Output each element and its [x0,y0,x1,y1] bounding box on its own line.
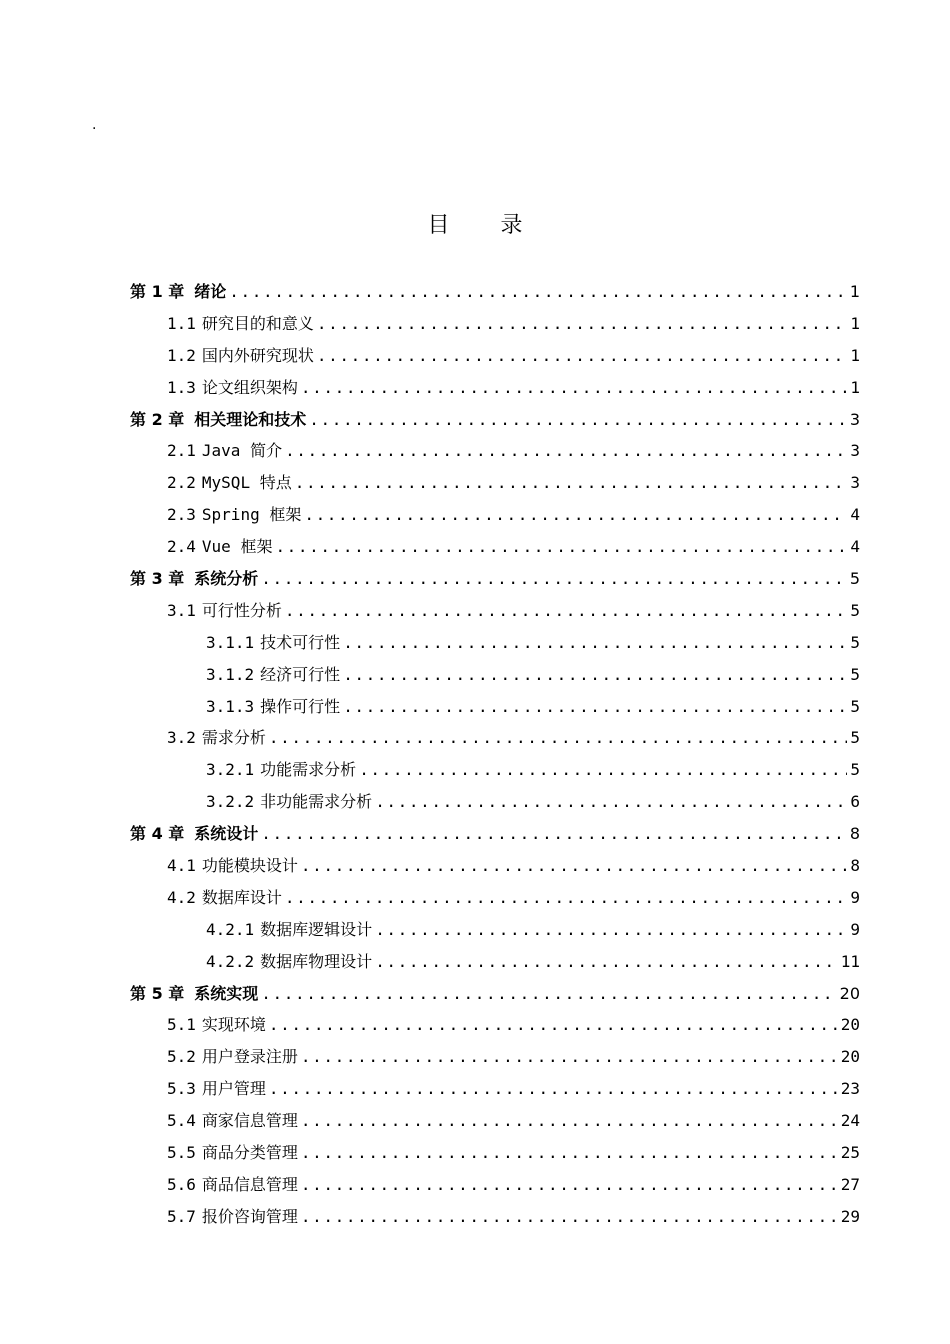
toc-entry-number: 2.1 [167,441,196,461]
toc-entry-number: 5.3 [167,1079,196,1099]
toc-entry-label [167,308,314,340]
toc-entry-label [167,531,272,563]
toc-page-number: 23 [840,1079,860,1099]
toc-dot-leader [309,404,847,436]
toc-dot-leader [301,850,847,882]
toc-dot-leader [275,531,847,563]
toc-entry-title: 商品信息管理 [201,1174,298,1194]
toc-entry-title: 绪论 [194,282,227,301]
toc-entry-number: 3.2.1 [206,760,255,780]
toc-entry-title: 系统分析 [194,569,259,589]
toc-dot-leader [317,340,847,372]
toc-chapter-entry[interactable] [130,404,860,436]
toc-entry-title: 技术可行性 [260,632,341,652]
toc-section-entry[interactable] [130,531,860,563]
toc-page-number: 9 [850,887,860,907]
toc-page-number: 5 [850,664,860,684]
toc-entry-title: 商品分类管理 [201,1143,298,1163]
toc-dot-leader [375,946,838,978]
toc-entry-title: 功能模块设计 [201,856,298,876]
toc-entry-title: MySQL 特点 [201,473,292,493]
toc-entry-title: 经济可行性 [260,664,341,684]
toc-page-number: 3 [850,473,860,493]
toc-entry-label [206,659,340,691]
toc-entry-title: 数据库物理设计 [260,951,373,971]
toc-entry-title: 论文组织架构 [201,377,298,397]
toc-section-entry[interactable] [130,882,860,914]
toc-entry-label [206,691,340,723]
toc-entry-title: 研究目的和意义 [201,313,314,333]
toc-entry-number: 5.7 [167,1206,196,1226]
toc-entry-title: 数据库设计 [201,887,282,907]
toc-page-number: 3 [850,441,860,461]
toc-section-entry[interactable] [130,467,860,499]
toc-dot-leader [301,1137,838,1169]
toc-dot-leader [343,659,847,691]
toc-section-entry[interactable] [130,340,860,372]
toc-entry-label [167,1041,298,1073]
toc-dot-leader [285,595,847,627]
toc-page-number: 9 [850,919,860,939]
toc-entry-title: 相关理论和技术 [194,409,307,429]
toc-entry-label [167,882,282,914]
toc-entry-title: 用户登录注册 [201,1047,298,1067]
toc-entry-title: 系统实现 [194,983,259,1003]
toc-entry-label [206,946,372,978]
toc-entry-title: 系统设计 [194,824,259,844]
toc-entry-number: 3.1.1 [206,632,255,652]
toc-page-number: 6 [850,792,860,812]
toc-dot-leader [261,563,847,595]
toc-dot-leader [343,691,847,723]
toc-entry-number: 1.3 [167,377,196,397]
toc-entry-number: 4.1 [167,856,196,876]
toc-section-entry[interactable] [130,499,860,531]
toc-dot-leader [301,1169,838,1201]
toc-entry-number: 3.2 [167,728,196,748]
toc-dot-leader [285,882,847,914]
toc-page-number: 11 [840,951,860,971]
toc-dot-leader [343,627,847,659]
toc-entry-label [167,372,298,404]
toc-entry-title: 报价咨询管理 [201,1206,298,1226]
toc-page-number: 25 [840,1143,860,1163]
toc-entry-label [167,1105,298,1137]
toc-chapter-entry[interactable] [130,978,860,1010]
toc-entry-label [206,754,356,786]
toc-entry-label [130,978,258,1010]
toc-entry-label [167,850,298,882]
toc-entry-label [167,1201,298,1233]
toc-entry-title: 可行性分析 [201,600,282,620]
toc-page-number: 1 [850,345,860,365]
stray-mark: . [92,117,97,133]
toc-entry-number: 第 5 章 [130,983,185,1003]
toc-page-number: 24 [840,1111,860,1131]
toc-chapter-entry[interactable] [130,563,860,595]
toc-section-entry[interactable] [130,1041,860,1073]
toc-section-entry[interactable] [130,627,860,659]
toc-page-number: 1 [849,282,860,301]
toc-entry-title: 数据库逻辑设计 [260,919,373,939]
toc-section-entry[interactable] [130,372,860,404]
toc-entry-label [167,1073,266,1105]
toc-entry-label [206,627,340,659]
toc-page-number: 5 [850,728,860,748]
toc-dot-leader [269,1009,838,1041]
toc-entry-number: 5.2 [167,1047,196,1067]
toc-entry-title: 操作可行性 [260,696,341,716]
toc-entry-title: 功能需求分析 [260,760,357,780]
toc-entry-label [167,1009,266,1041]
toc-entry-label [206,786,372,818]
toc-entry-number: 2.3 [167,505,196,525]
toc-section-entry[interactable] [130,1105,860,1137]
toc-entry-label [130,276,226,308]
toc-dot-leader [375,786,847,818]
toc-section-entry[interactable] [130,595,860,627]
toc-entry-number: 3.1.2 [206,664,255,684]
toc-dot-leader [359,754,847,786]
toc-entry-title: Spring 框架 [201,505,302,525]
toc-entry-label [167,595,282,627]
toc-entry-label [167,435,282,467]
toc-entry-label [167,467,292,499]
toc-section-entry[interactable] [130,754,860,786]
toc-entry-number: 5.4 [167,1111,196,1131]
toc-entry-label [167,499,301,531]
toc-entry-number: 5.6 [167,1174,196,1194]
toc-dot-leader [317,308,847,340]
toc-entry-title: Java 简介 [201,441,283,461]
toc-page-number: 20 [839,983,860,1003]
toc-section-entry[interactable] [130,1201,860,1233]
toc-section-entry[interactable] [130,1009,860,1041]
toc-dot-leader [301,1041,838,1073]
toc-page-number: 5 [850,696,860,716]
toc-entry-title: 商家信息管理 [201,1111,298,1131]
toc-entry-label [167,1137,298,1169]
toc-entry-label [167,1169,298,1201]
toc-entry-number: 2.2 [167,473,196,493]
toc-entry-number: 3.2.2 [206,792,255,812]
toc-page-number: 5 [850,600,860,620]
toc-dot-leader [301,1105,838,1137]
table-of-contents [130,276,860,1233]
toc-section-entry[interactable] [130,435,860,467]
toc-entry-number: 4.2.1 [206,919,255,939]
toc-entry-title: 实现环境 [201,1015,266,1035]
toc-entry-title: 需求分析 [201,728,266,748]
toc-dot-leader [261,818,847,850]
toc-entry-number: 5.5 [167,1143,196,1163]
toc-entry-number: 1.1 [167,313,196,333]
toc-section-entry[interactable] [130,1073,860,1105]
toc-page-number: 29 [840,1206,860,1226]
toc-dot-leader [375,914,847,946]
toc-dot-leader [301,372,847,404]
toc-dot-leader [229,276,847,308]
toc-page-number: 4 [850,505,860,525]
toc-entry-number: 3.1 [167,600,196,620]
toc-entry-number: 1.2 [167,345,196,365]
toc-section-entry[interactable] [130,722,860,754]
toc-chapter-entry[interactable] [130,276,860,308]
toc-entry-label [130,404,306,436]
toc-page-number: 3 [849,409,860,429]
toc-entry-title: 非功能需求分析 [260,792,373,812]
toc-section-entry[interactable] [130,1137,860,1169]
toc-entry-title: 国内外研究现状 [201,345,314,365]
toc-dot-leader [295,467,848,499]
toc-entry-title: 用户管理 [201,1079,266,1099]
toc-entry-number: 第 2 章 [130,409,185,429]
toc-section-entry[interactable] [130,1169,860,1201]
toc-section-entry[interactable] [130,914,860,946]
toc-entry-title: Vue 框架 [201,537,273,557]
toc-section-entry[interactable] [130,659,860,691]
toc-entry-label [130,563,258,595]
toc-page-number: 20 [840,1015,860,1035]
toc-entry-number: 2.4 [167,537,196,557]
toc-entry-number: 4.2 [167,887,196,907]
toc-entry-label [167,340,314,372]
toc-page-number: 5 [850,760,860,780]
toc-entry-number: 4.2.2 [206,951,255,971]
toc-entry-number: 3.1.3 [206,696,255,716]
toc-section-entry[interactable] [130,786,860,818]
toc-page-number: 5 [850,632,860,652]
toc-page-number: 5 [849,569,860,589]
toc-chapter-entry[interactable] [130,818,860,850]
toc-entry-number: 第 1 章 [130,282,185,301]
toc-section-entry[interactable] [130,691,860,723]
toc-dot-leader [304,499,847,531]
toc-entry-number: 5.1 [167,1015,196,1035]
toc-page-number: 8 [850,856,860,876]
toc-section-entry[interactable] [130,850,860,882]
toc-section-entry[interactable] [130,946,860,978]
toc-dot-leader [269,1073,838,1105]
toc-page-number: 27 [840,1174,860,1194]
toc-entry-number: 第 4 章 [130,824,185,844]
toc-page-number: 4 [850,537,860,557]
toc-entry-label [130,818,258,850]
page-title: 目 录 [427,213,545,238]
toc-entry-number: 第 3 章 [130,569,185,589]
toc-entry-label [206,914,372,946]
toc-page-number: 1 [850,377,860,397]
toc-dot-leader [261,978,836,1010]
toc-page-number: 8 [849,824,860,844]
toc-dot-leader [269,722,847,754]
toc-page-number: 20 [840,1047,860,1067]
toc-section-entry[interactable] [130,308,860,340]
toc-entry-label [167,722,266,754]
toc-dot-leader [301,1201,838,1233]
toc-dot-leader [285,435,847,467]
toc-page-number: 1 [850,313,860,333]
